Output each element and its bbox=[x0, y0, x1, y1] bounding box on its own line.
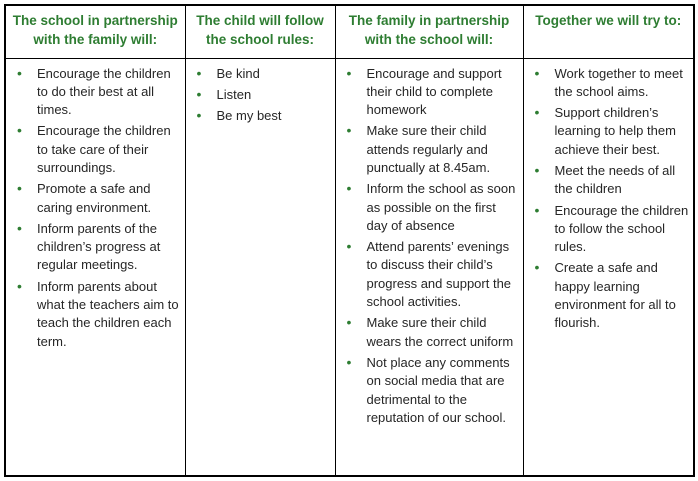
cell-together-goals bbox=[523, 58, 694, 476]
list-item: • Make sure their child wears the correct uniform bbox=[341, 314, 519, 351]
list-item: • Inform the school as soon as possible on the first day of absence bbox=[341, 180, 519, 235]
list-item: • Support children’s learning to help them achieve their best. bbox=[529, 104, 690, 159]
header-row bbox=[5, 5, 694, 58]
list-item: • Encourage the children to follow the school rules. bbox=[529, 202, 690, 257]
list-item: • Create a safe and happy learning environment for all to flourish. bbox=[529, 259, 690, 332]
list-item: • Promote a safe and caring environment. bbox=[11, 180, 181, 217]
list-item: • Work together to meet the school aims. bbox=[529, 65, 690, 102]
list-item: • Meet the needs of all the children bbox=[529, 162, 690, 199]
child-rules-list bbox=[191, 65, 331, 126]
header-cell-family: The family in partnership with the school will: bbox=[335, 5, 523, 58]
cell-school-commitments bbox=[5, 58, 185, 476]
school-commitments-list bbox=[11, 65, 181, 351]
together-goals-list bbox=[529, 65, 690, 333]
list-item: • Be kind bbox=[191, 65, 331, 83]
list-item: • Be my best bbox=[191, 107, 331, 125]
header-cell-child: The child will follow the school rules: bbox=[185, 5, 335, 58]
list-item: • Listen bbox=[191, 86, 331, 104]
body-row bbox=[5, 58, 694, 476]
header-cell-school: The school in partnership with the family will: bbox=[5, 5, 185, 58]
list-item: • Inform parents about what the teachers aim to teach the children each term. bbox=[11, 278, 181, 351]
header-cell-together: Together we will try to: bbox=[523, 5, 694, 58]
list-item: • Encourage the children to take care of their surroundings. bbox=[11, 122, 181, 177]
cell-family-commitments bbox=[335, 58, 523, 476]
list-item: • Inform parents of the children’s progress at regular meetings. bbox=[11, 220, 181, 275]
list-item: • Make sure their child attends regularly and punctually at 8.45am. bbox=[341, 122, 519, 177]
list-item: • Encourage and support their child to complete homework bbox=[341, 65, 519, 120]
list-item: • Not place any comments on social media that are detrimental to the reputation of our school. bbox=[341, 354, 519, 427]
list-item: • Encourage the children to do their best at all times. bbox=[11, 65, 181, 120]
cell-child-rules bbox=[185, 58, 335, 476]
list-item: • Attend parents’ evenings to discuss their child’s progress and support the school activities. bbox=[341, 238, 519, 311]
home-school-agreement-table bbox=[4, 4, 695, 477]
family-commitments-list bbox=[341, 65, 519, 428]
